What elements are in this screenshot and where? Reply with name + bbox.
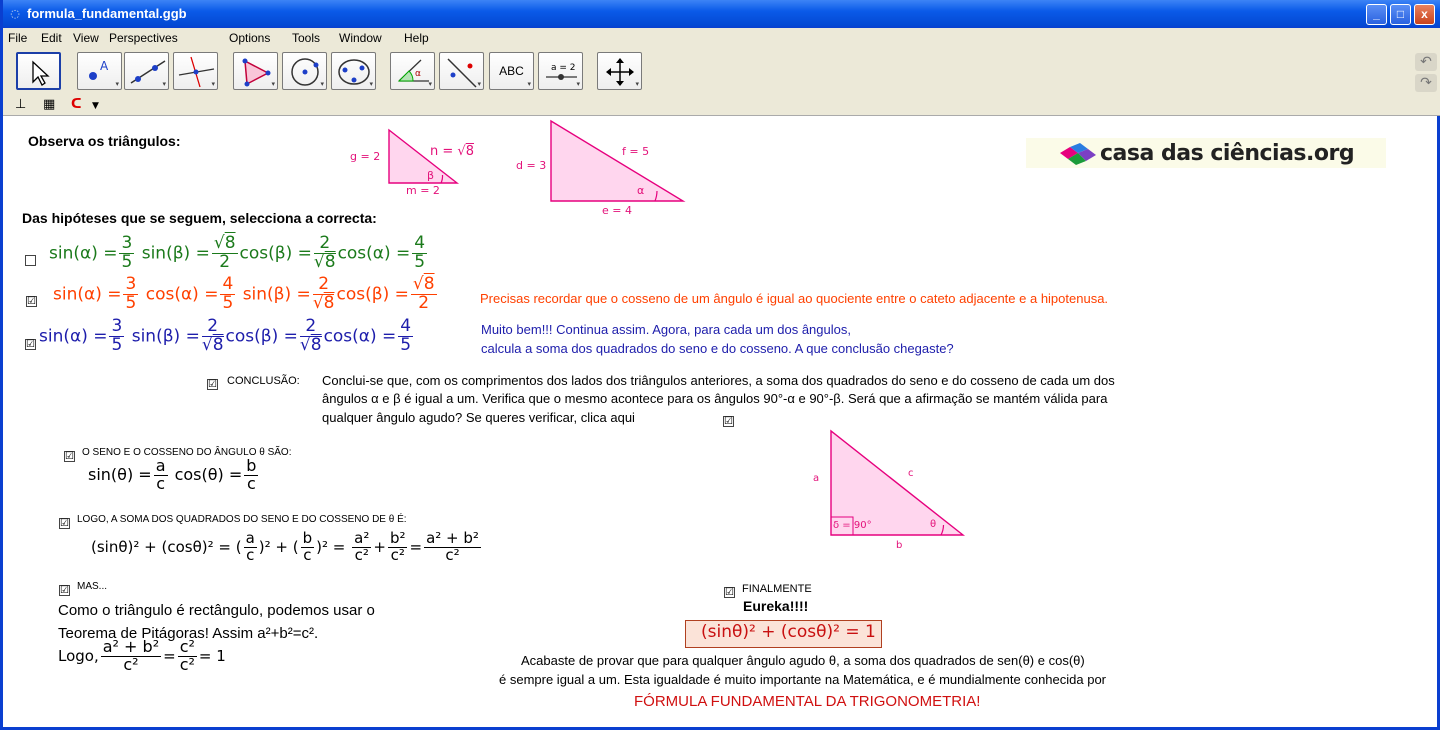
eureka-text: Eureka!!!! — [743, 598, 809, 614]
mas-formula: Logo, $\frac{\text{a² + b²}}{\text{c²}}$ = $\frac{\text{c²}}{\text{c²}}$ = 1 — [58, 637, 226, 674]
mas-line1: Como o triângulo é rectângulo, podemos usar o — [58, 602, 375, 619]
menu-file[interactable]: File — [8, 31, 28, 45]
label-c: c — [908, 468, 914, 479]
grid-toggle-icon[interactable]: ▦ — [43, 97, 56, 112]
option-1-formula: sin(α) = $\frac{3}{5}$ sin(β) = $\frac{√8}{2}$ cos(β) = $\frac{2}{√8}$ cos(α) = $\frac{4}{5}$ — [49, 233, 426, 272]
label-n: n = √8 — [430, 144, 474, 159]
seno-formula: sin(θ) = $\frac{a}{c}$ cos(θ) = $\frac{b}{c}$ — [88, 456, 257, 493]
conclusion-line3: qualquer ângulo agudo? Se queres verificar, clica aqui — [322, 410, 635, 425]
option-3-feedback-line2: calcula a soma dos quadrados do seno e do cosseno. A que conclusão chegaste? — [481, 341, 954, 356]
perpendicular-tool-button[interactable]: ▾ — [173, 52, 218, 90]
seno-label: O SENO E O COSSENO DO ÂNGULO θ SÃO: — [82, 447, 292, 458]
conclusion-line2: ângulos α e β é igual a um. Verifica que o mesmo acontece para os ângulos 90°-α e 90°-β. Será que a afirmação se mantém válida para — [322, 391, 1108, 406]
finalmente-checkbox[interactable]: ☑ — [725, 587, 734, 598]
option-3-feedback-line1: Muito bem!!! Continua assim. Agora, para cada um dos ângulos, — [481, 322, 851, 337]
point-tool-button[interactable]: A ▾ — [77, 52, 122, 90]
mas-line2: Teorema de Pitágoras! Assim a²+b²=c². — [58, 625, 319, 642]
menu-edit[interactable]: Edit — [41, 31, 62, 45]
conclusion-line1: Conclui-se que, com os comprimentos dos lados dos triângulos anteriores, a soma dos quadrados do seno e do cosseno de cada um dos — [322, 373, 1115, 388]
toolbar — [3, 48, 1440, 94]
svg-text:a = 2: a = 2 — [551, 63, 576, 73]
svg-text:A: A — [100, 59, 109, 73]
angle-tool-button[interactable]: α ▾ — [390, 52, 435, 90]
graphics-view[interactable] — [3, 117, 1437, 727]
big-triangle — [543, 117, 693, 207]
slider-tool-button[interactable]: a = 2 ▾ — [538, 52, 583, 90]
mas-label: MAS... — [77, 581, 108, 592]
mas-checkbox[interactable]: ☑ — [60, 585, 69, 596]
label-alpha: α — [637, 184, 645, 197]
logo-text: casa das ciências.org — [1100, 141, 1355, 166]
move-view-tool-button[interactable]: ▾ — [597, 52, 642, 90]
axes-toggle-icon[interactable]: ⊥ — [15, 97, 27, 112]
conic-tool-button[interactable]: ▾ — [331, 52, 376, 90]
geogebra-icon: ◌ — [10, 7, 20, 20]
abc-text-icon: ABC — [499, 64, 524, 78]
minimize-button[interactable]: _ — [1366, 4, 1387, 25]
cursor-arrow-icon — [18, 54, 63, 92]
close-button[interactable]: x — [1414, 4, 1435, 25]
conclusion-label: CONCLUSÃO: — [227, 375, 300, 387]
label-f: f = 5 — [622, 145, 650, 158]
final-line1: Acabaste de provar que para qualquer ângulo agudo θ, a soma dos quadrados de sen(θ) e cos(θ) — [521, 653, 1085, 668]
circle-tool-button[interactable]: ▾ — [282, 52, 327, 90]
undo-icon[interactable]: ↶ — [1415, 53, 1437, 71]
logo-soma-formula: (sinθ)² + (cosθ)² = ( $\frac{a}{c}$ )² + ( $\frac{b}{c}$ )² = $\frac{\text{a²}}{\text{c²}}$ + $\frac{\text{b²}}{\text{c²}}$ = $\frac{\text{a² + b²}}{\text{c²}}$ — [91, 529, 479, 564]
label-d: d = 3 — [516, 159, 547, 172]
label-theta: θ — [930, 519, 937, 530]
option-2-checkbox[interactable]: ☑ — [27, 296, 36, 307]
logo-soma-label: LOGO, A SOMA DOS QUADRADOS DO SENO E DO COSSENO DE θ É: — [77, 514, 407, 525]
option-3-formula: sin(α) = $\frac{3}{5}$ sin(β) = $\frac{2}{√8}$ cos(β) = $\frac{2}{√8}$ cos(α) = $\frac{4}{5}$ — [39, 316, 412, 355]
casa-das-ciencias-logo — [1026, 138, 1386, 168]
conclusion-checkbox[interactable]: ☑ — [208, 379, 217, 390]
logo-cube-icon — [1058, 143, 1098, 165]
label-beta: β — [427, 169, 435, 182]
menu-bar — [3, 28, 1440, 48]
option-1-checkbox[interactable] — [25, 250, 36, 269]
question: Das hipóteses que se seguem, selecciona a correcta: — [22, 210, 377, 226]
option-2-formula: sin(α) = $\frac{3}{5}$ cos(α) = $\frac{4}{5}$ sin(β) = $\frac{2}{√8}$ cos(β) = $\frac{√8}{2}$ — [53, 274, 435, 313]
menu-window[interactable]: Window — [339, 31, 382, 45]
option-2-feedback: Precisas recordar que o cosseno de um ângulo é igual ao quociente entre o cateto adjacente e a hipotenusa. — [480, 291, 1109, 306]
seno-checkbox[interactable]: ☑ — [65, 451, 74, 462]
window-title: formula_fundamental.ggb — [27, 6, 187, 21]
style-bar — [3, 94, 1440, 116]
line-tool-button[interactable]: ▾ — [124, 52, 169, 90]
text-tool-button[interactable]: ABC ▾ — [489, 52, 534, 90]
move-tool-button[interactable] — [16, 52, 61, 90]
option-3-checkbox[interactable]: ☑ — [26, 339, 35, 350]
label-e: e = 4 — [602, 204, 632, 217]
heading: Observa os triângulos: — [28, 133, 181, 149]
label-delta: δ = 90° — [833, 520, 872, 531]
finalmente-label: FINALMENTE — [742, 583, 812, 595]
redo-icon[interactable]: ↷ — [1415, 74, 1437, 92]
label-a: a — [813, 473, 820, 484]
menu-options[interactable]: Options — [229, 31, 271, 45]
menu-view[interactable]: View — [73, 31, 99, 45]
point-capture-icon[interactable]: ᑕ — [71, 97, 82, 112]
menu-help[interactable]: Help — [404, 31, 429, 45]
chevron-down-icon[interactable]: ▼ — [92, 101, 99, 111]
verify-checkbox[interactable]: ☑ — [724, 416, 733, 427]
maximize-button[interactable]: □ — [1390, 4, 1411, 25]
final-line2: é sempre igual a um. Esta igualdade é muito importante na Matemática, e é mundialmente conhecida por — [499, 672, 1107, 687]
polygon-tool-button[interactable]: ▾ — [233, 52, 278, 90]
menu-tools[interactable]: Tools — [292, 31, 321, 45]
label-g: g = 2 — [350, 150, 381, 163]
final-formula: (sinθ)² + (cosθ)² = 1 — [701, 622, 876, 642]
final-title: FÓRMULA FUNDAMENTAL DA TRIGONOMETRIA! — [634, 693, 981, 710]
label-m: m = 2 — [406, 184, 440, 197]
label-b: b — [896, 540, 903, 551]
reflect-tool-button[interactable]: ▾ — [439, 52, 484, 90]
logo-soma-checkbox[interactable]: ☑ — [60, 518, 69, 529]
title-bar — [3, 0, 1440, 28]
svg-text:α: α — [415, 69, 421, 79]
menu-perspectives[interactable]: Perspectives — [109, 31, 178, 45]
